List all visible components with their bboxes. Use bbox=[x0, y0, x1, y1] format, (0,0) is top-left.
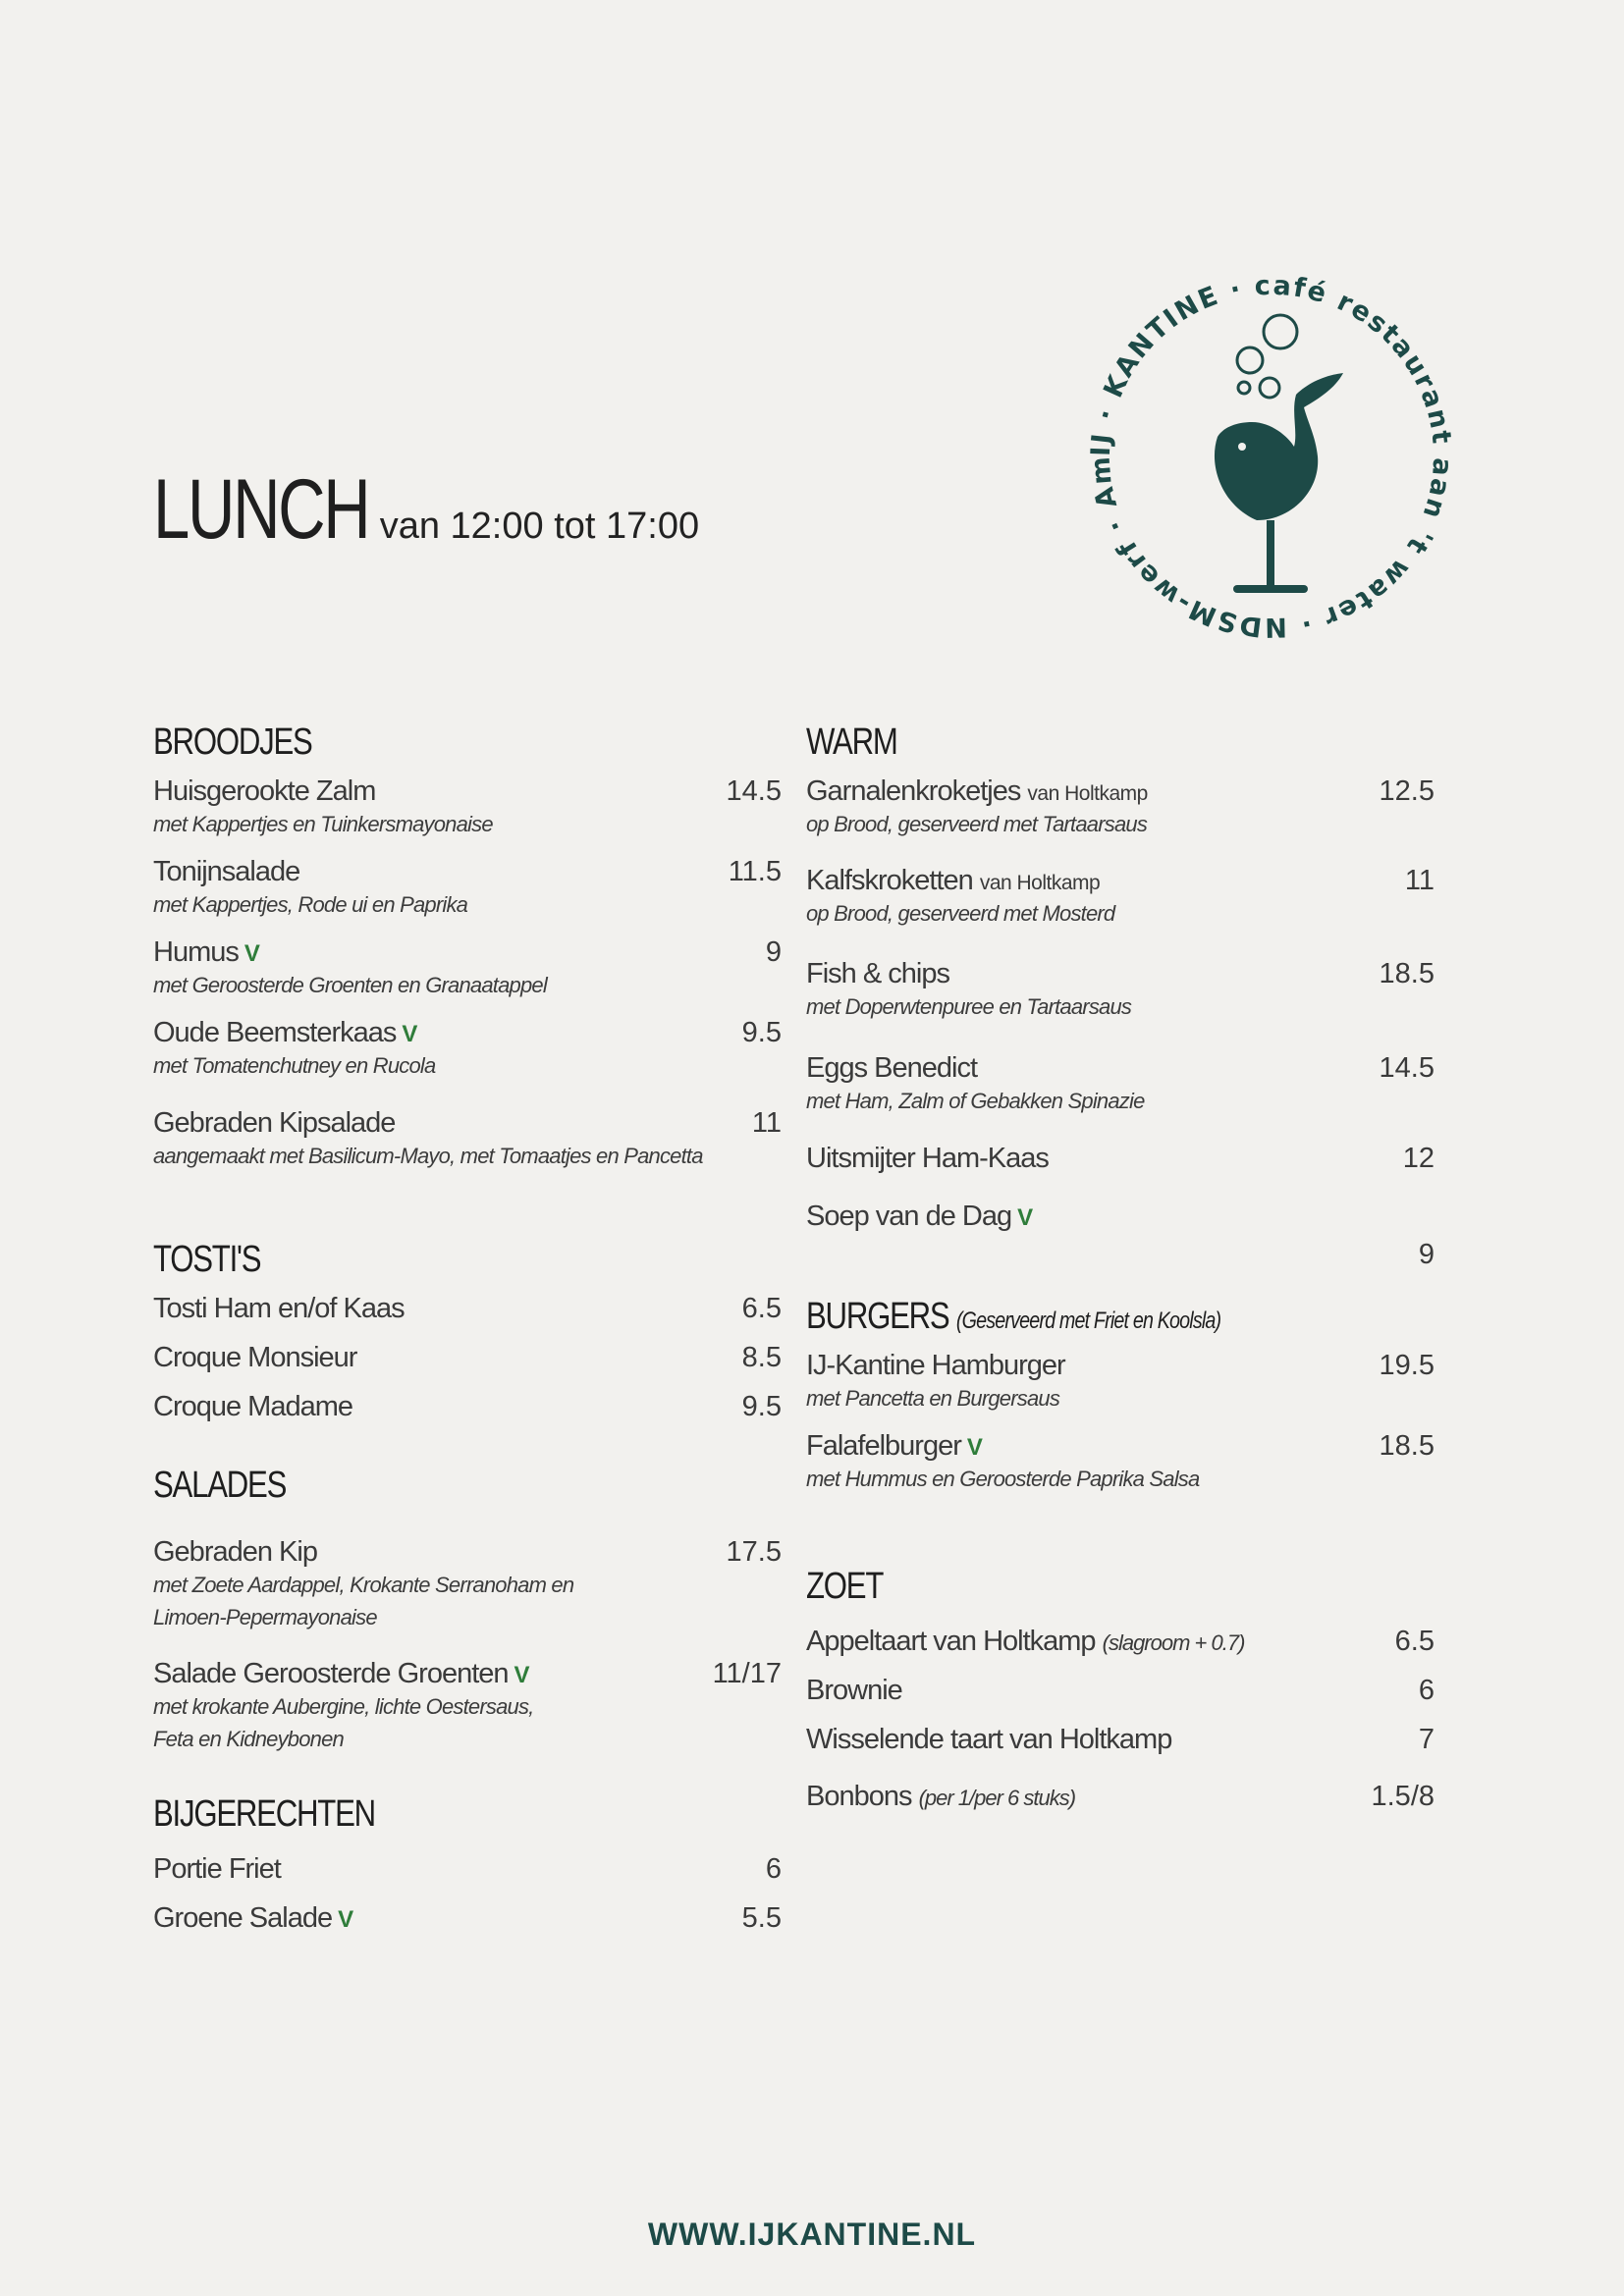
section-title-text: BURGERS bbox=[806, 1296, 949, 1337]
item-price: 9 bbox=[1418, 1239, 1435, 1270]
item-name-text: Appeltaart van Holtkamp bbox=[806, 1626, 1096, 1657]
item-name-text: Soep van de Dag bbox=[806, 1201, 1012, 1232]
item-name bbox=[806, 1430, 982, 1463]
item-description: met Doperwtenpuree en Tartaarsaus bbox=[806, 994, 1132, 1019]
item-price: 11 bbox=[1404, 865, 1435, 896]
item-name: Croque Monsieur bbox=[153, 1342, 357, 1373]
item-name-text: Kalfskroketten bbox=[806, 865, 973, 896]
item-name bbox=[153, 936, 259, 969]
item-name-text: Oude Beemsterkaas bbox=[153, 1017, 397, 1048]
item-price: 12 bbox=[1402, 1143, 1435, 1174]
menu-item bbox=[806, 865, 1435, 944]
page-title: LUNCH bbox=[153, 462, 369, 557]
item-price: 18.5 bbox=[1379, 958, 1435, 989]
item-name bbox=[806, 1781, 1075, 1813]
section-title: SALADES bbox=[153, 1465, 287, 1506]
item-name: Croque Madame bbox=[153, 1391, 352, 1422]
menu-item bbox=[153, 936, 782, 1003]
menu-item bbox=[153, 775, 782, 842]
item-note: (per 1/per 6 stuks) bbox=[918, 1786, 1076, 1810]
item-name: Huisgerookte Zalm bbox=[153, 775, 376, 807]
menu-item bbox=[153, 1107, 782, 1172]
menu-item bbox=[806, 775, 1435, 851]
item-price: 6 bbox=[765, 1853, 782, 1885]
menu-item bbox=[806, 1430, 1435, 1495]
vegetarian-icon: V bbox=[244, 940, 259, 967]
item-description: op Brood, geserveerd met Mosterd bbox=[806, 901, 1115, 926]
item-price: 9 bbox=[765, 936, 782, 968]
item-name: Fish & chips bbox=[806, 958, 949, 989]
item-description: aangemaakt met Basilicum-Mayo, met Tomaatjes en Pancetta bbox=[153, 1144, 703, 1168]
item-description: met Kappertjes, Rode ui en Paprika bbox=[153, 892, 468, 917]
item-price: 19.5 bbox=[1379, 1350, 1435, 1381]
item-price: 6.5 bbox=[1394, 1626, 1435, 1657]
menu-item bbox=[153, 1658, 782, 1755]
item-price: 14.5 bbox=[726, 775, 782, 807]
item-name: IJ-Kantine Hamburger bbox=[806, 1350, 1065, 1381]
item-price: 11/17 bbox=[712, 1658, 782, 1689]
section-tostis bbox=[153, 1239, 782, 1437]
item-name: Gebraden Kip bbox=[153, 1536, 317, 1568]
menu-item bbox=[806, 1675, 1435, 1710]
item-description: met Geroosterde Groenten en Granaatappel bbox=[153, 973, 547, 997]
menu-item bbox=[153, 856, 782, 923]
section-title: BROODJES bbox=[153, 721, 312, 763]
section-title: ZOET bbox=[806, 1566, 884, 1607]
section-title: BIJGERECHTEN bbox=[153, 1793, 375, 1835]
item-name-text: Falafelburger bbox=[806, 1430, 961, 1462]
item-description-line2: Feta en Kidneybonen bbox=[153, 1727, 344, 1751]
vegetarian-icon: V bbox=[514, 1662, 529, 1688]
section-salades bbox=[153, 1465, 782, 1769]
section-note: (Geserveerd met Friet en Koolsla) bbox=[955, 1308, 1221, 1334]
item-price: 1.5/8 bbox=[1371, 1781, 1435, 1812]
item-price: 8.5 bbox=[741, 1342, 782, 1373]
item-supplier: van Holtkamp bbox=[979, 872, 1101, 894]
item-name: Wisselende taart van Holtkamp bbox=[806, 1724, 1172, 1755]
menu-item bbox=[806, 1052, 1435, 1129]
item-description: op Brood, geserveerd met Tartaarsaus bbox=[806, 812, 1148, 836]
menu-item bbox=[806, 958, 1435, 1039]
item-name bbox=[806, 1201, 1032, 1233]
menu-item bbox=[153, 1017, 782, 1094]
menu-item bbox=[806, 1201, 1435, 1271]
website-link[interactable]: WWW.IJKANTINE.NL bbox=[647, 2216, 977, 2252]
item-price: 9.5 bbox=[741, 1017, 782, 1048]
logo-ring-text: IJ · KANTINE · café restaurant aan 't water · NDSM-werf · Am bbox=[1085, 270, 1458, 643]
section-broodjes bbox=[153, 721, 782, 1186]
menu-item bbox=[806, 1781, 1435, 1813]
item-name-text: Groene Salade bbox=[153, 1902, 333, 1934]
item-description: met Tomatenchutney en Rucola bbox=[153, 1053, 436, 1078]
item-name-text: Humus bbox=[153, 936, 239, 968]
menu-item bbox=[806, 1724, 1435, 1767]
restaurant-logo bbox=[1041, 226, 1502, 687]
item-price: 6.5 bbox=[741, 1293, 782, 1324]
item-description: met Zoete Aardappel, Krokante Serranoham en bbox=[153, 1573, 574, 1597]
menu-item bbox=[153, 1853, 782, 1889]
item-description: met Ham, Zalm of Gebakken Spinazie bbox=[806, 1089, 1145, 1113]
menu-item bbox=[806, 1143, 1435, 1187]
vegetarian-icon: V bbox=[966, 1434, 982, 1461]
item-name bbox=[806, 865, 1100, 897]
menu-item bbox=[153, 1342, 782, 1377]
item-name: Uitsmijter Ham-Kaas bbox=[806, 1143, 1049, 1174]
item-name bbox=[153, 1902, 352, 1935]
item-name bbox=[153, 1017, 416, 1049]
item-description: met Hummus en Geroosterde Paprika Salsa bbox=[806, 1467, 1200, 1491]
item-name bbox=[806, 1626, 1244, 1658]
item-name-text: Garnalenkroketjes bbox=[806, 775, 1021, 807]
item-name: Eggs Benedict bbox=[806, 1052, 978, 1084]
item-note: (slagroom + 0.7) bbox=[1102, 1630, 1245, 1655]
section-warm bbox=[806, 721, 1435, 1285]
item-description: met krokante Aubergine, lichte Oestersaus, bbox=[153, 1694, 534, 1719]
opening-hours: van 12:00 tot 17:00 bbox=[379, 506, 700, 547]
item-name: Brownie bbox=[806, 1675, 902, 1706]
section-burgers bbox=[806, 1296, 1435, 1509]
section-zoet bbox=[806, 1566, 1435, 1827]
item-name: Tonijnsalade bbox=[153, 856, 300, 887]
item-name: Tosti Ham en/of Kaas bbox=[153, 1293, 405, 1324]
item-name: Portie Friet bbox=[153, 1853, 281, 1885]
item-name bbox=[153, 1658, 529, 1690]
vegetarian-icon: V bbox=[402, 1021, 417, 1047]
item-price: 9.5 bbox=[741, 1391, 782, 1422]
menu-item bbox=[153, 1902, 782, 1935]
vegetarian-icon: V bbox=[1017, 1204, 1033, 1231]
item-name-text: Bonbons bbox=[806, 1781, 912, 1812]
item-description-line2: Limoen-Pepermayonaise bbox=[153, 1605, 377, 1629]
menu-item bbox=[153, 1536, 782, 1644]
item-price: 12.5 bbox=[1379, 775, 1435, 807]
item-name bbox=[806, 775, 1148, 808]
menu-item bbox=[806, 1626, 1435, 1661]
item-supplier: van Holtkamp bbox=[1027, 782, 1148, 805]
menu-item bbox=[806, 1350, 1435, 1416]
item-price: 11 bbox=[751, 1107, 782, 1139]
page-header bbox=[153, 461, 699, 559]
vegetarian-icon: V bbox=[338, 1906, 353, 1933]
item-description: met Pancetta en Burgersaus bbox=[806, 1386, 1060, 1411]
menu-item bbox=[153, 1293, 782, 1328]
item-name: Gebraden Kipsalade bbox=[153, 1107, 396, 1139]
item-description: met Kappertjes en Tuinkersmayonaise bbox=[153, 812, 493, 836]
fish-in-wine-glass-icon bbox=[1041, 226, 1502, 687]
section-title: TOSTI'S bbox=[153, 1239, 261, 1280]
menu-item bbox=[153, 1391, 782, 1423]
section-title bbox=[806, 1296, 1322, 1338]
item-price: 17.5 bbox=[726, 1536, 782, 1568]
item-price: 7 bbox=[1418, 1724, 1435, 1755]
item-price: 18.5 bbox=[1379, 1430, 1435, 1462]
section-bijgerechten bbox=[153, 1793, 782, 1949]
section-title: WARM bbox=[806, 721, 897, 763]
item-price: 11.5 bbox=[728, 856, 782, 887]
item-price: 14.5 bbox=[1379, 1052, 1435, 1084]
item-name-text: Salade Geroosterde Groenten bbox=[153, 1658, 509, 1689]
item-price: 6 bbox=[1418, 1675, 1435, 1706]
item-price: 5.5 bbox=[741, 1902, 782, 1934]
